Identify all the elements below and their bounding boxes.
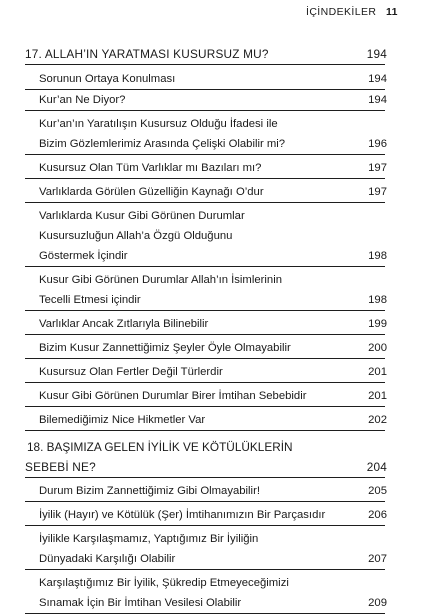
toc-entry-line: Varlıklarda Kusur Gibi Görünen Durumlar xyxy=(39,210,245,222)
toc-section-line: 18. BAŞIMIZA GELEN İYİLİK VE KÖTÜLÜKLERİN xyxy=(27,440,293,454)
running-header-page-number: 11 xyxy=(386,6,398,18)
toc-entry[interactable] xyxy=(25,505,385,526)
toc-entry[interactable] xyxy=(25,182,385,203)
toc-entry[interactable] xyxy=(25,549,385,570)
toc-entry[interactable] xyxy=(25,158,385,179)
toc-entry-title: Tecelli Etmesi içindir xyxy=(39,294,141,306)
toc-entry-title: Durum Bizim Zannettiğimiz Gibi Olmayabilir! xyxy=(39,485,260,497)
toc-entry-line: Kusursuzluğun Allah’a Özgü Olduğunu xyxy=(39,230,233,242)
toc-entry[interactable] xyxy=(25,246,385,267)
toc-page-number: 200 xyxy=(368,342,387,354)
toc-entry-title: Dünyadaki Karşılığı Olabilir xyxy=(39,553,176,565)
toc-section-title: 17. ALLAH’IN YARATMASI KUSURSUZ MU? xyxy=(25,47,269,61)
toc-page-number: 206 xyxy=(368,509,387,521)
toc-page-number: 202 xyxy=(368,414,387,426)
toc-entry[interactable] xyxy=(25,362,385,383)
toc-entry-title: Göstermek İçindir xyxy=(39,250,128,262)
toc-entry[interactable] xyxy=(25,314,385,335)
toc-entry[interactable] xyxy=(25,69,385,90)
toc-entry[interactable] xyxy=(25,290,385,311)
toc-entry-title: İyilik (Hayır) ve Kötülük (Şer) İmtihanımızın Bir Parçasıdır xyxy=(39,509,326,521)
toc-page-number: 198 xyxy=(368,294,387,306)
toc-entry-line: Kusur Gibi Görünen Durumlar Allah’ın İsimlerinin xyxy=(39,274,282,286)
page-header xyxy=(0,6,424,22)
toc-page-number: 196 xyxy=(368,138,387,150)
toc-entry[interactable] xyxy=(25,593,385,614)
toc-entry-title: Kur’an Ne Diyor? xyxy=(39,94,126,106)
toc-entry-title: Sorunun Ortaya Konulması xyxy=(39,73,176,85)
toc-entry-title: Kusursuz Olan Fertler Değil Türlerdir xyxy=(39,366,223,378)
toc-entry-line: Karşılaştığımız Bir İyilik, Şükredip Etmeyeceğimizi xyxy=(39,577,289,589)
toc-entry-title: Varlıklarda Görülen Güzelliğin Kaynağı O’dur xyxy=(39,186,264,198)
toc-entry[interactable] xyxy=(25,481,385,502)
toc-page-number: 205 xyxy=(368,485,387,497)
toc-section-title: SEBEBİ NE? xyxy=(25,460,96,474)
toc-page-number: 197 xyxy=(368,162,387,174)
toc-entry[interactable] xyxy=(25,134,385,155)
toc-page-number: 194 xyxy=(368,94,387,106)
table-of-contents xyxy=(25,44,385,614)
toc-page-number: 209 xyxy=(368,597,387,609)
toc-entry[interactable] xyxy=(25,410,385,431)
toc-section-17[interactable] xyxy=(25,44,385,65)
toc-page-number: 197 xyxy=(368,186,387,198)
toc-entry-title: Kusur Gibi Görünen Durumlar Birer İmtihan Sebebidir xyxy=(39,390,307,402)
running-header-title: İÇİNDEKİLER xyxy=(306,6,377,18)
toc-entry-line: Kur’an’ın Yaratılışın Kusursuz Olduğu İfadesi ile xyxy=(39,118,278,130)
toc-entry-title: Bizim Kusur Zannettiğimiz Şeyler Öyle Olmayabilir xyxy=(39,342,291,354)
toc-entry[interactable] xyxy=(25,386,385,407)
toc-page-number: 204 xyxy=(366,460,387,474)
toc-page-number: 199 xyxy=(368,318,387,330)
toc-entry-line: İyilikle Karşılaşmamız, Yaptığımız Bir İyiliğin xyxy=(39,533,259,545)
toc-entry[interactable] xyxy=(25,90,385,111)
toc-entry-title: Bizim Gözlemlerimiz Arasında Çelişki Olabilir mi? xyxy=(39,138,286,150)
toc-entry-title: Kusursuz Olan Tüm Varlıklar mı Bazıları mı? xyxy=(39,162,262,174)
toc-page-number: 201 xyxy=(368,390,387,402)
toc-page-number: 207 xyxy=(368,553,387,565)
toc-entry-title: Bilemediğimiz Nice Hikmetler Var xyxy=(39,414,206,426)
toc-page-number: 194 xyxy=(368,73,387,85)
toc-entry-title: Varlıklar Ancak Zıtlarıyla Bilinebilir xyxy=(39,318,209,330)
toc-page-number: 201 xyxy=(368,366,387,378)
toc-page-number: 198 xyxy=(368,250,387,262)
toc-entry[interactable] xyxy=(25,338,385,359)
toc-entry-title: Sınamak İçin Bir İmtihan Vesilesi Olabilir xyxy=(39,597,242,609)
toc-page-number: 194 xyxy=(366,47,387,61)
toc-section-18[interactable] xyxy=(25,457,385,478)
